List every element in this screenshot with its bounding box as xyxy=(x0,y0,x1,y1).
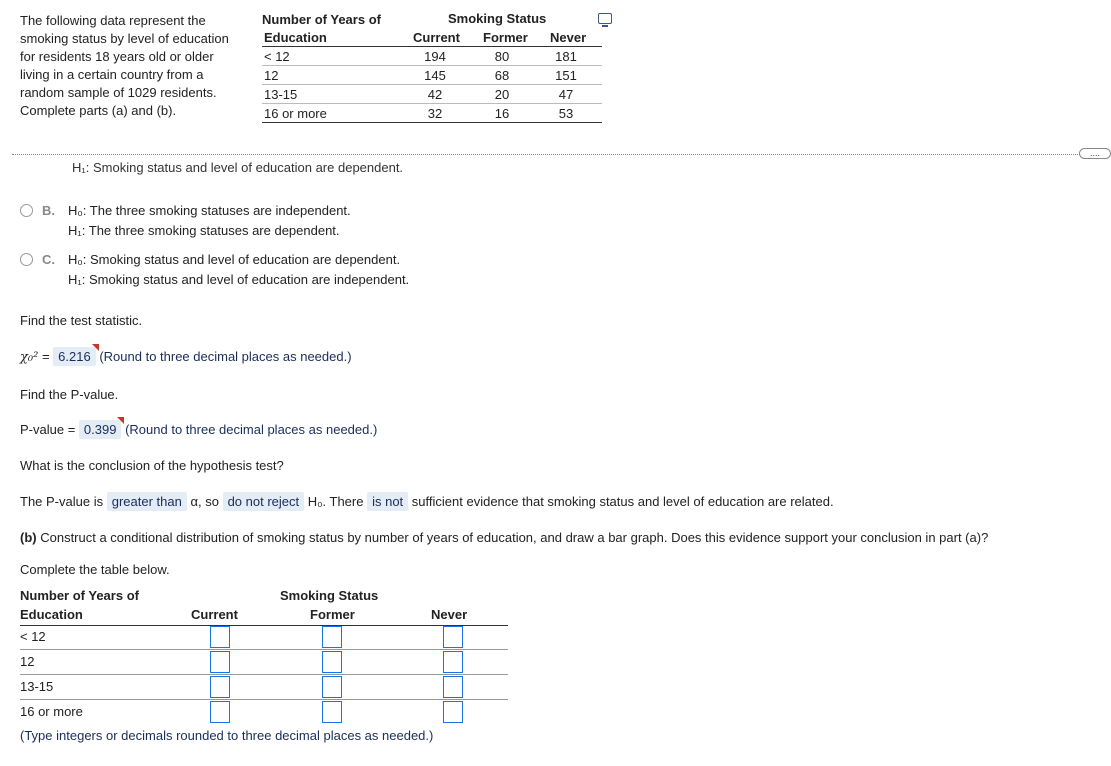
intro-line: Complete parts (a) and (b). xyxy=(20,103,177,118)
test-stat-hint: (Round to three decimal places as needed.) xyxy=(99,349,352,364)
intro-line: living in a certain country from a xyxy=(20,67,204,82)
input-former-16plus[interactable] xyxy=(322,701,342,723)
option-c-h1: H₁: Smoking status and level of education are independent. xyxy=(68,272,410,287)
test-stat-answer[interactable]: 6.216 xyxy=(53,347,96,366)
conclusion-answer-2[interactable]: do not reject xyxy=(223,492,305,511)
table-row: 16 or more xyxy=(20,700,508,725)
input-former-lt12[interactable] xyxy=(322,626,342,648)
table-row: 13-15 xyxy=(20,675,508,700)
table-row: 13-15 42 20 47 xyxy=(262,85,602,104)
table-row: 16 or more 32 16 53 xyxy=(262,104,602,123)
intro-line: smoking status by level of education xyxy=(20,31,229,46)
smoking-data-table xyxy=(262,9,602,123)
intro-line: The following data represent the xyxy=(20,13,206,28)
copy-data-icon[interactable] xyxy=(598,13,612,24)
col-never: Never xyxy=(431,607,468,622)
header-years: Number of Years of xyxy=(20,588,139,603)
col-current: Current xyxy=(413,30,460,45)
flag-icon xyxy=(92,344,99,351)
conclusion-answer-3[interactable]: is not xyxy=(367,492,408,511)
conclusion-prompt: What is the conclusion of the hypothesis test? xyxy=(20,458,284,473)
intro-line: random sample of 1029 residents. xyxy=(20,85,217,100)
footer-hint: (Type integers or decimals rounded to three decimal places as needed.) xyxy=(20,728,434,743)
input-never-13-15[interactable] xyxy=(443,676,463,698)
part-b-question: (b) Construct a conditional distribution of smoking status by number of years of education, and draw a bar graph. Does this evidence support your conclusion in part (a)? xyxy=(20,530,989,545)
flag-icon xyxy=(117,417,124,424)
option-b-h0: H₀: The three smoking statuses are independent. xyxy=(68,203,351,218)
header-smoking-status: Smoking Status xyxy=(448,11,547,26)
option-b-h1: H₁: The three smoking statuses are dependent. xyxy=(68,223,340,238)
col-former: Former xyxy=(310,607,355,622)
chi-square-symbol: χ₀² xyxy=(20,350,39,365)
input-current-16plus[interactable] xyxy=(210,701,230,723)
problem-intro xyxy=(20,12,258,120)
input-current-lt12[interactable] xyxy=(210,626,230,648)
header-education: Education xyxy=(20,607,83,622)
complete-table-prompt: Complete the table below. xyxy=(20,562,170,577)
section-divider xyxy=(12,154,1080,155)
conclusion-answer-1[interactable]: greater than xyxy=(107,492,187,511)
option-c-h0: H₀: Smoking status and level of education are dependent. xyxy=(68,252,401,267)
table-row: < 12 194 80 181 xyxy=(262,47,602,66)
table-row: 12 145 68 151 xyxy=(262,66,602,85)
col-former: Former xyxy=(483,30,528,45)
test-stat-prompt: Find the test statistic. xyxy=(20,313,143,328)
input-never-lt12[interactable] xyxy=(443,626,463,648)
header-education: Education xyxy=(264,30,327,45)
input-current-12[interactable] xyxy=(210,651,230,673)
option-c-radio[interactable] xyxy=(20,253,33,266)
input-current-13-15[interactable] xyxy=(210,676,230,698)
input-former-13-15[interactable] xyxy=(322,676,342,698)
pvalue-prompt: Find the P-value. xyxy=(20,387,119,402)
table-row: 12 xyxy=(20,650,508,675)
option-b[interactable]: B. H₀: The three smoking statuses are independent. H₁: The three smoking statuses are dependent. xyxy=(20,202,480,242)
col-never: Never xyxy=(550,30,587,45)
option-b-radio[interactable] xyxy=(20,204,33,217)
input-former-12[interactable] xyxy=(322,651,342,673)
header-years: Number of Years of xyxy=(262,12,381,27)
pvalue-hint: (Round to three decimal places as needed.) xyxy=(125,422,378,437)
pvalue-answer[interactable]: 0.399 xyxy=(79,420,122,439)
conclusion-line: The P-value is greater than α, so do not reject H₀. There is not sufficient evidence that smoking status and level of education are related. xyxy=(20,494,834,509)
header-smoking-status: Smoking Status xyxy=(280,588,379,603)
intro-line: for residents 18 years old or older xyxy=(20,49,214,64)
cut-off-text: H₁: Smoking status and level of education are dependent. xyxy=(72,160,404,175)
pvalue-line: P-value = 0.399 (Round to three decimal places as needed.) xyxy=(20,422,377,437)
more-options-button[interactable]: .... xyxy=(1079,148,1111,159)
option-c[interactable]: C. H₀: Smoking status and level of education are dependent. H₁: Smoking status and level of education are independent. xyxy=(20,251,480,291)
input-never-12[interactable] xyxy=(443,651,463,673)
test-stat-line: χ₀² = 6.216 (Round to three decimal places as needed.) xyxy=(20,349,352,365)
table-row: < 12 xyxy=(20,625,508,650)
input-never-16plus[interactable] xyxy=(443,701,463,723)
col-current: Current xyxy=(191,607,238,622)
